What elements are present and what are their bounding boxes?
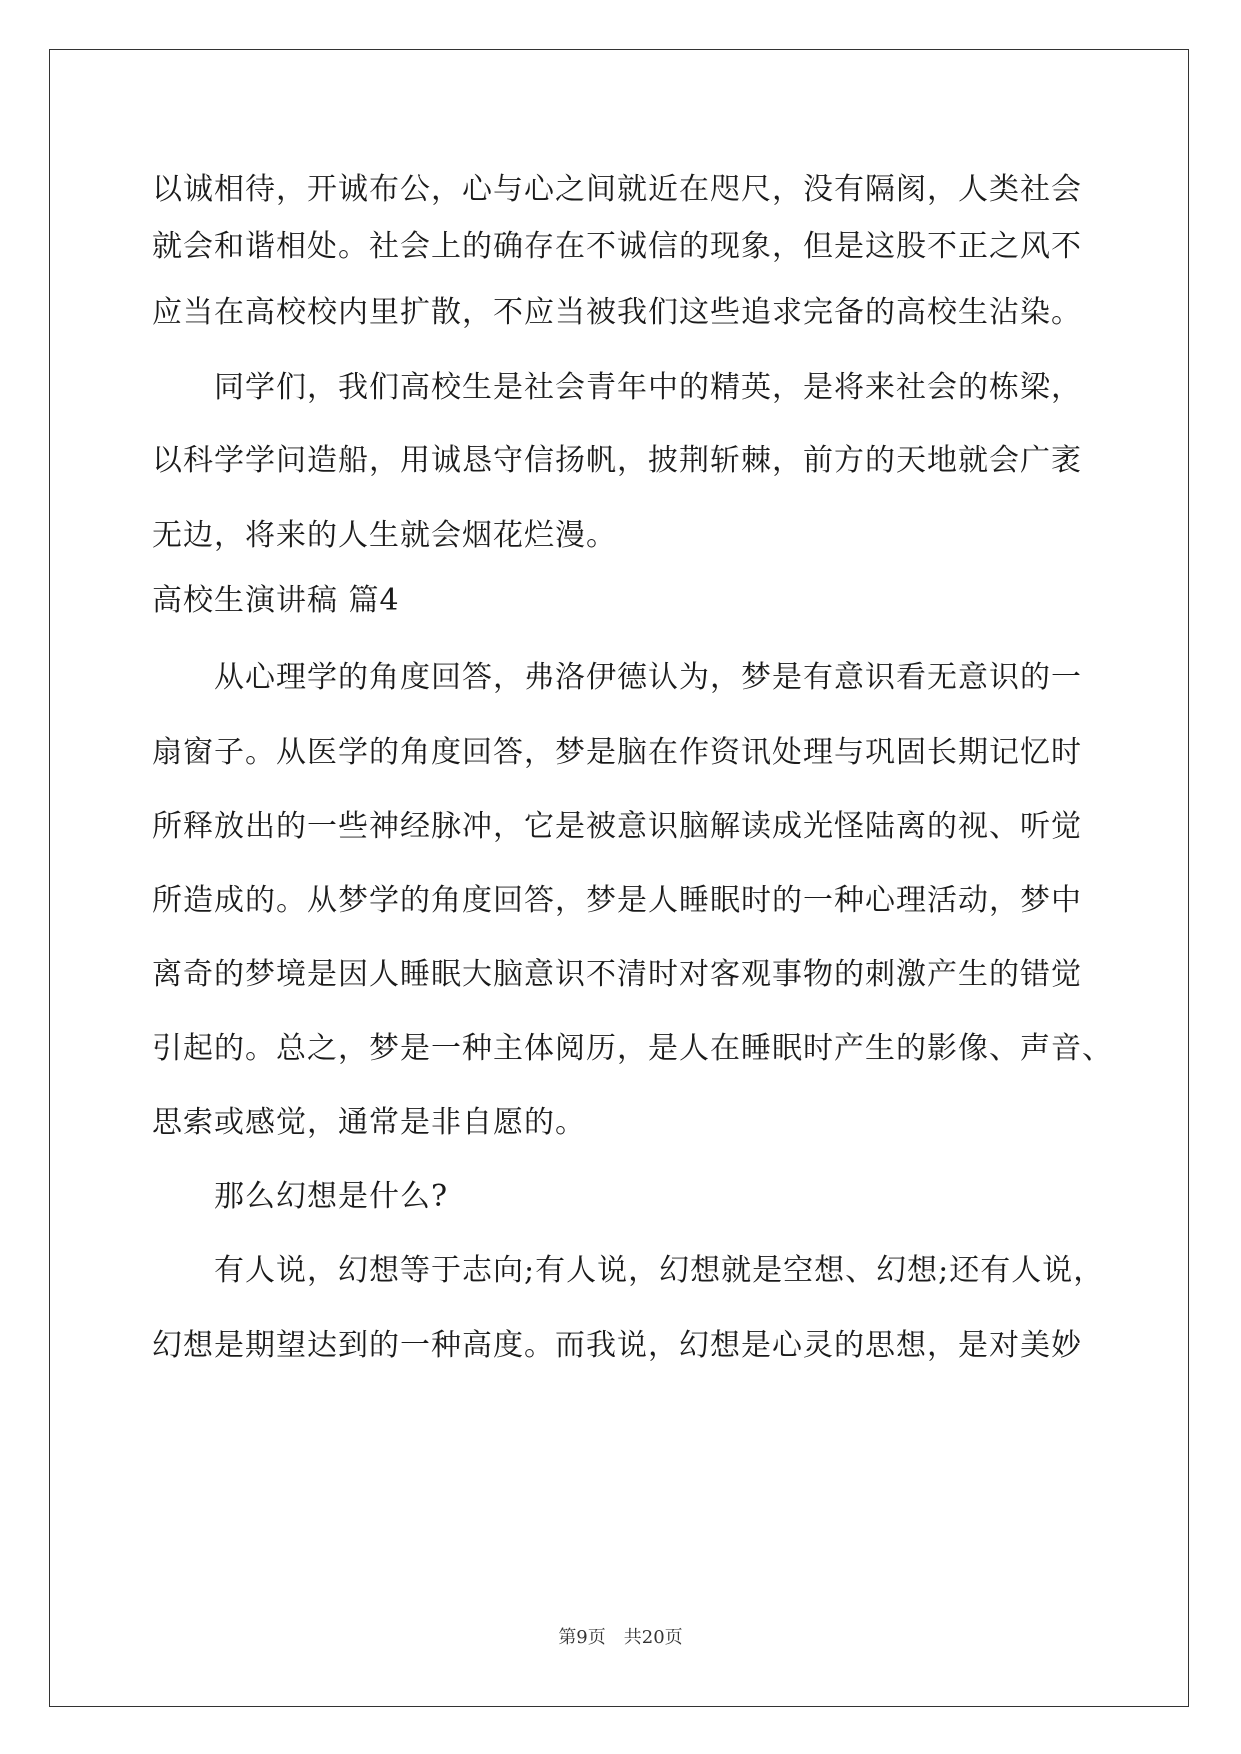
- paragraph-line: 所造成的。从梦学的角度回答，梦是人睡眠时的一种心理活动，梦中: [152, 883, 1082, 918]
- paragraph-line: 应当在高校校内里扩散，不应当被我们这些追求完备的高校生沾染。: [152, 295, 1082, 330]
- paragraph-line: 以科学学问造船，用诚恳守信扬帆，披荆斩棘，前方的天地就会广袤: [152, 443, 1082, 478]
- paragraph-line: 无边，将来的人生就会烟花烂漫。: [152, 518, 617, 553]
- paragraph-line: 从心理学的角度回答，弗洛伊德认为，梦是有意识看无意识的一: [214, 660, 1082, 695]
- paragraph-line: 有人说，幻想等于志向;有人说，幻想就是空想、幻想;还有人说，: [214, 1253, 1105, 1288]
- paragraph-line: 思索或感觉，通常是非自愿的。: [152, 1105, 586, 1140]
- paragraph-line: 同学们，我们高校生是社会青年中的精英，是将来社会的栋梁，: [214, 370, 1082, 405]
- paragraph-line: 离奇的梦境是因人睡眠大脑意识不清时对客观事物的刺激产生的错觉: [152, 957, 1082, 992]
- page-number-footer: 第9页 共20页: [558, 1627, 683, 1648]
- paragraph-line: 就会和谐相处。社会上的确存在不诚信的现象，但是这股不正之风不: [152, 229, 1082, 264]
- paragraph-line: 那么幻想是什么?: [214, 1179, 449, 1214]
- paragraph-line: 幻想是期望达到的一种高度。而我说，幻想是心灵的思想，是对美妙: [152, 1328, 1082, 1363]
- paragraph-line: 引起的。总之，梦是一种主体阅历，是人在睡眠时产生的影像、声音、: [152, 1031, 1113, 1066]
- section-heading: 高校生演讲稿 篇4: [152, 583, 400, 618]
- paragraph-line: 所释放出的一些神经脉冲，它是被意识脑解读成光怪陆离的视、听觉: [152, 809, 1082, 844]
- paragraph-line: 以诚相待，开诚布公，心与心之间就近在咫尺，没有隔阂，人类社会: [152, 172, 1082, 207]
- paragraph-line: 扇窗子。从医学的角度回答，梦是脑在作资讯处理与巩固长期记忆时: [152, 735, 1082, 770]
